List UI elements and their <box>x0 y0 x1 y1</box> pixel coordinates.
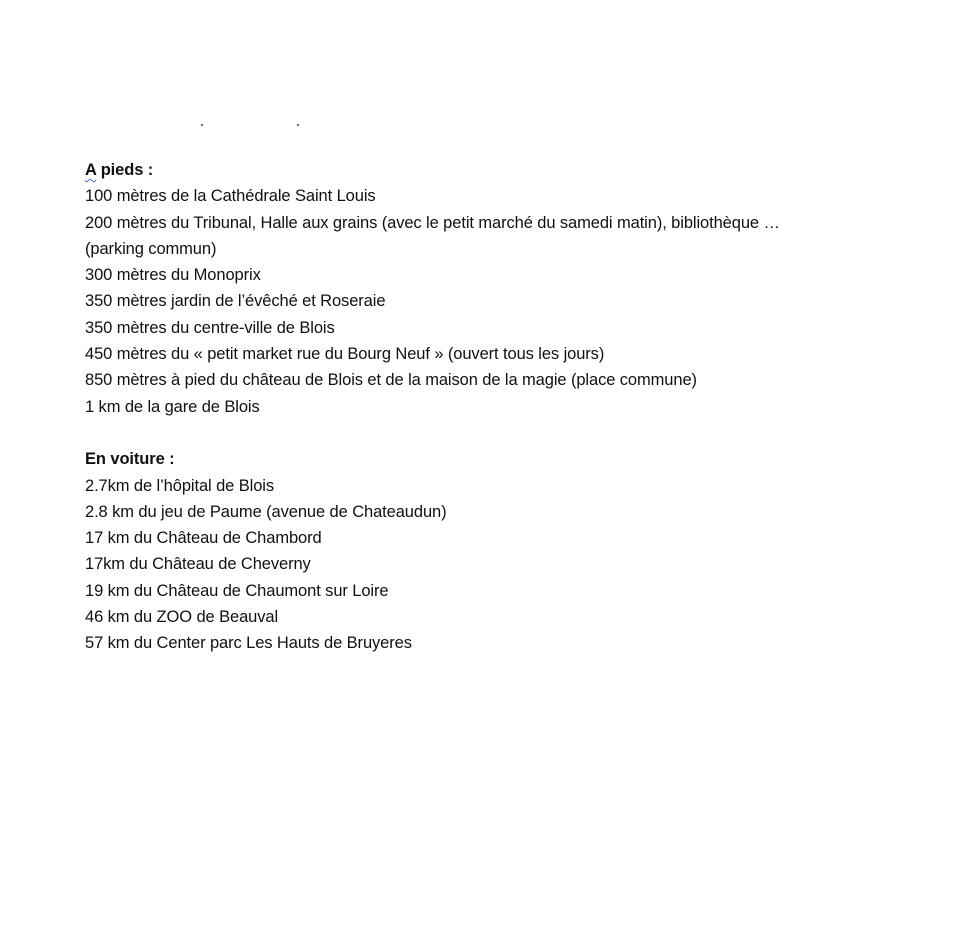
stray-mark <box>297 124 299 126</box>
paragraph-spacer <box>85 420 925 446</box>
list-item: 17 km du Château de Chambord <box>85 529 322 548</box>
list-item: 350 mètres du centre-ville de Blois <box>85 318 335 337</box>
list-item: 57 km du Center parc Les Hauts de Bruyeres <box>85 634 412 653</box>
list-item: 450 mètres du « petit market rue du Bourg Neuf » (ouvert tous les jours) <box>85 345 605 364</box>
list-item: 850 mètres à pied du château de Blois et de la maison de la magie (place commune) <box>85 371 697 390</box>
heading-text: pieds : <box>96 161 154 179</box>
list-item: 46 km du ZOO de Beauval <box>85 608 279 627</box>
spellcheck-flagged-word: A <box>85 161 97 179</box>
section-heading-car: En voiture : <box>85 450 175 469</box>
list-item: 2.8 km du jeu de Paume (avenue de Chateaudun) <box>85 502 447 521</box>
list-item: 1 km de la gare de Blois <box>85 397 260 416</box>
stray-mark <box>201 124 203 126</box>
document-body <box>85 157 925 657</box>
list-item: 100 mètres de la Cathédrale Saint Louis <box>85 187 376 206</box>
list-item: 19 km du Château de Chaumont sur Loire <box>85 581 389 600</box>
list-item: 300 mètres du Monoprix <box>85 266 261 285</box>
list-item: 350 mètres jardin de l’évêché et Roseraie <box>85 292 386 311</box>
list-item: 200 mètres du Tribunal, Halle aux grains (avec le petit marché du samedi matin), bibliothèque … <box>85 213 780 232</box>
list-item: 2.7km de l’hôpital de Blois <box>85 476 274 495</box>
section-heading-walk <box>85 157 925 183</box>
list-item: (parking commun) <box>85 239 217 258</box>
list-item: 17km du Château de Cheverny <box>85 555 311 574</box>
